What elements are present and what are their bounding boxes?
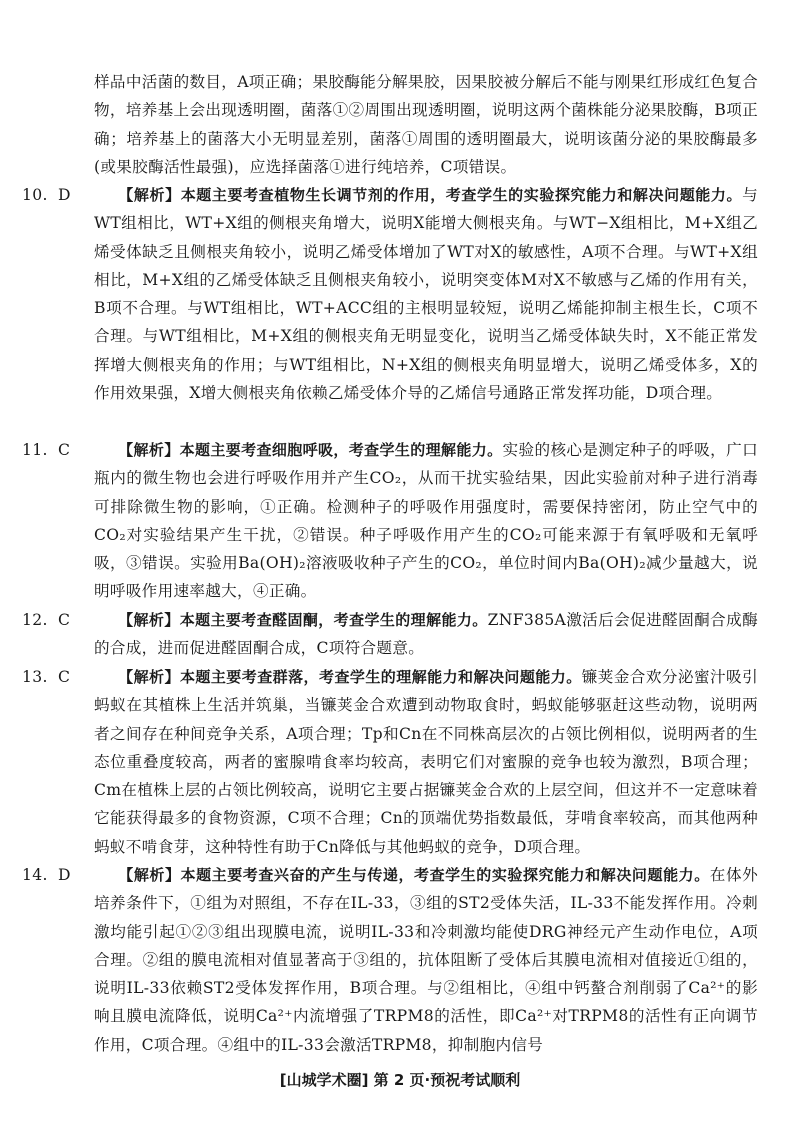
question-focus: 本题主要考查植物生长调节剂的作用，考查学生的实验探究能力和解决问题能力。: [180, 186, 743, 204]
page-footer: [0, 1069, 800, 1090]
intro-paragraph: [94, 68, 758, 181]
analysis-tag: 【解析】: [118, 611, 180, 629]
analysis-tag: 【解析】: [118, 668, 180, 686]
question-answer: D: [58, 866, 71, 884]
question-number: 10.: [22, 186, 48, 204]
question-number: 14.: [22, 866, 48, 884]
question-answer: C: [58, 441, 71, 459]
question-14-explanation: [22, 861, 758, 1059]
explanation-text: 在体外培养条件下，①组为对照组，不存在IL-33，③组的ST2受体失活，IL-33不能发挥作用。冷刺激均能引起①②③组出现膜电流，说明IL-33和冷刺激均能使DRG神经元产生动作电位，A项合理。②组的膜电流相对值显著高于③组的，抗体阻断了受体后其膜电流相对值接近①组的，说明IL-33依赖ST2受体发挥作用，B项合理。与②组相比，④组中钙螯合剂削弱了Ca²⁺的影响且膜电流降低，说明Ca²⁺内流增强了TRPM8的活性，即Ca²⁺对TRPM8的活性有正向调节作用，C项合理。④组中的IL-33会激活TRPM8，抑制胞内信号: [94, 866, 758, 1054]
question-answer: C: [58, 668, 71, 686]
question-focus: 本题主要考查醛固酮，考查学生的理解能力。: [179, 611, 488, 629]
question-answer: C: [58, 611, 71, 629]
question-focus: 本题主要考查群落，考查学生的理解能力和解决问题能力。: [179, 668, 582, 686]
question-focus: 本题主要考查兴奋的产生与传递，考查学生的实验探究能力和解决问题能力。: [180, 866, 710, 884]
explanation-text: 镰荚金合欢分泌蜜汁吸引蚂蚁在其植株上生活并筑巢，当镰荚金合欢遭到动物取食时，蚂蚁能够驱赶这些动物，说明两者之间存在种间竞争关系，A项合理；Tp和Cn在不同株高层次的占领比例相似，说明两者的生态位重叠度较高，两者的蜜腺啃食率均较高，表明它们对蜜腺的竞争也较为激烈，B项合理；Cm在植株上层的占领比例较高，说明它主要占据镰荚金合欢的上层空间，但这并不一定意味着它能获得最多的食物资源，C项不合理；Cn的顶端优势指数最低，芽啃食率较高，而其他两种蚂蚁不啃食芽，这种特性有助于Cn降低与其他蚂蚁的竞争，D项合理。: [94, 668, 758, 856]
question-answer: D: [58, 186, 71, 204]
explanation-text: ZNF385A激活后会促进醛固酮合成酶的合成，进而促进醛固酮合成，C项符合题意。: [94, 611, 758, 658]
question-12-explanation: [22, 606, 758, 663]
explanation-text: 与WT组相比，WT+X组的侧根夹角增大，说明X能增大侧根夹角。与WT−X组相比，M+X组乙烯受体缺乏且侧根夹角较小，说明乙烯受体增加了WT对X的敏感性，A项不合理。与WT+X组相比，M+X组的乙烯受体缺乏且侧根夹角较小，说明突变体M对X不敏感与乙烯的作用有关，B项不合理。与WT组相比，WT+ACC组的主根明显较短，说明乙烯能抑制主根生长，C项不合理。与WT组相比，M+X组的侧根夹角无明显变化，说明当乙烯受体缺失时，X不能正常发挥增大侧根夹角的作用；与WT组相比，N+X组的侧根夹角明显增大，说明乙烯受体多，X的作用效果强，X增大侧根夹角依赖乙烯受体介导的乙烯信号通路正常发挥功能，D项合理。: [94, 186, 759, 403]
analysis-tag: 【解析】: [118, 866, 181, 884]
question-13-explanation: [22, 663, 758, 861]
question-number: 11.: [22, 441, 48, 459]
question-number: 13.: [22, 668, 48, 686]
question-11-explanation: [22, 436, 758, 606]
question-10-explanation: [22, 181, 759, 407]
question-focus: 本题主要考查细胞呼吸，考查学生的理解能力。: [179, 441, 503, 459]
footer-text: [山城学术圈] 第 2 页·预祝考试顺利: [279, 1071, 521, 1089]
explanation-text: 实验的核心是测定种子的呼吸，广口瓶内的微生物也会进行呼吸作用并产生CO₂，从而干扰实验结果，因此实验前对种子进行消毒可排除微生物的影响，①正确。检测种子的呼吸作用强度时，需要保持密闭，防止空气中的CO₂对实验结果产生干扰，②错误。种子呼吸作用产生的CO₂可能来源于有氧呼吸和无氧呼吸，③错误。实验用Ba(OH)₂溶液吸收种子产生的CO₂，单位时间内Ba(OH)₂减少量越大，说明呼吸作用速率越大，④正确。: [94, 441, 758, 601]
analysis-tag: 【解析】: [118, 186, 181, 204]
question-number: 12.: [22, 611, 48, 629]
analysis-tag: 【解析】: [118, 441, 180, 459]
intro-text: 样品中活菌的数目，A项正确；果胶酶能分解果胶，因果胶被分解后不能与刚果红形成红色复合物，培养基上会出现透明圈，菌落①②周围出现透明圈，说明这两个菌株能分泌果胶酶，B项正确；培养基上的菌落大小无明显差别，菌落①周围的透明圈最大，说明该菌分泌的果胶酶最多(或果胶酶活性最强)，应选择菌落①进行纯培养，C项错误。: [94, 73, 758, 176]
